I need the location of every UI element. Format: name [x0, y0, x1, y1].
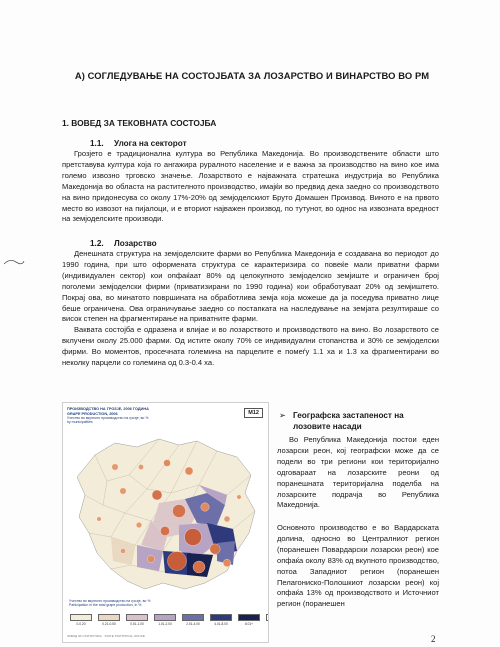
legend-label: 1.01-2.00 — [158, 622, 172, 626]
legend-label: 0.21-0.50 — [102, 622, 116, 626]
legend-swatch — [154, 614, 176, 621]
map-title-mk: ПРОИЗВОДСТВО НА ГРОЗЈЕ, 2006 ГОДИНА — [67, 407, 149, 411]
subsection-title: Лозарство — [114, 239, 157, 248]
map-subtitle-en: by municipalities — [67, 420, 93, 425]
legend-swatch — [70, 614, 92, 621]
section-heading: 1. ВОВЕД ЗА ТЕКОВНАТА СОСТОЈБА — [62, 118, 217, 128]
document-title: А) СОГЛЕДУВАЊЕ НА СОСТОЈБАТА ЗА ЛОЗАРСТВО И ВИНАРСТВО ВО РМ — [74, 70, 430, 81]
side-paragraph-text: Во Република Македонија постои еден лозарски рeон, кој географски може да се подели во три региони кои територијално одговараат на лозарските реони од поранешната територијална поделба на лозарските подрачја во Република Македонија. — [277, 435, 439, 510]
legend-item — [69, 614, 93, 626]
map-footer: ЗАВОД ЗА СТАТИСТИКА · STATE STATISTICAL OFFICE — [67, 634, 145, 638]
map-title-en: GRAPE PRODUCTION, 2006 — [67, 411, 118, 416]
map-legend-title — [69, 599, 150, 608]
side-paragraph-2 — [277, 523, 439, 610]
legend-swatch — [98, 614, 120, 621]
legend-swatch — [182, 614, 204, 621]
legend-swatch — [238, 614, 260, 621]
legend-swatch — [210, 614, 232, 621]
legend-item — [265, 614, 269, 626]
binding-mark — [2, 255, 26, 269]
legend-label: 2.01-4.00 — [186, 622, 200, 626]
paragraph-text: Грозјето е традиционална култура во Република Македонија. Во производствените области што претставува култура која го ангажира руралното население и е важна за производство на вино кое има големо извозно трговско значење. Лозарството е најважната стратешка индустрија во Република Македонија во областа на растителното производство, имајќи во предвид дека заедно со производството на вино придонесува со околу 17%-20% од земјоделскиот Бруто Домашен Производ. Виното е на првото место во извозот на пијалоци, и е вториот најважен производ, по тутунот, во однос на извозната вредност на земјоделските производи. — [62, 149, 439, 224]
subsection-number: 1.1. — [90, 139, 104, 148]
legend-label: 8.01+ — [244, 622, 254, 626]
subsection-heading-viticulture — [90, 239, 157, 248]
map-legend-title-en: Participation in the total grape production, in % — [69, 603, 142, 608]
map-legend — [69, 614, 269, 626]
grape-production-map — [62, 402, 269, 643]
map-subtitle-mk: Учество во вкупното производство на грозје, во % — [67, 416, 149, 420]
legend-label: 0.51-1.00 — [130, 622, 144, 626]
side-paragraph-text: Основното производство е во Вардарската долина, односно во Централниот регион (поранешен Повардарски лозарски реон) кое опфаќа околу 83% од вкупното производство, потоа Западниот регион (поранешен Пелагониско-Полошкиот лозарски реон) кој опфаќа 13% од производството и Источниот регион (поранешен — [277, 523, 439, 609]
paragraph-text-1: Денешната структура на земјоделските фарми во Република Македонија е создавана во периодот до 1990 година, при што оформената структура се карактеризира со повеќе мали приватни фарми (индивидуален сектор) кои опфаќаат 80% од целокупното земјоделско земјиште и ограничен број поголеми земјоделски фирми (приватизирани по 1990 година) кои обработуваат 20% од земјиштето. Покрај ова, во минатото површината на обработлива земја која можеше да ја поседува приватно лице беше ограничена. Ова ограничување заедно со постапката на наследување на земјата резултираше со висок степен на фрагментирање на приватните фарми. — [62, 249, 439, 324]
paragraph-text-2: Ваквата состојба е одразена и влијае и во лозарството и производството на вино. Во лозарството се вклучени околу 25.000 фарми. Од истите околу 70% се индивидуални стопанства и 30% се земјоделски фирми. Во моментов, просечната големина на парцелите е помеѓу 1.1 ха и 1.3 ха фрагментирани во неколку парцели со големина од 0.3-0.4 ха. — [62, 325, 439, 368]
legend-item — [209, 614, 233, 626]
legend-item — [125, 614, 149, 626]
side-heading — [279, 410, 439, 432]
legend-swatch — [266, 614, 269, 621]
arrow-bullet-icon: ➢ — [279, 411, 286, 420]
map-subtitle — [67, 416, 148, 424]
municipality-map — [67, 433, 264, 595]
subsection-title: Улога на секторот — [114, 139, 187, 148]
side-paragraph-1 — [277, 435, 439, 511]
paragraph-role — [62, 149, 439, 225]
map-legend-title-mk: Учество во вкупното производство на грозје, во % — [69, 599, 151, 603]
legend-item — [181, 614, 205, 626]
subsection-number: 1.2. — [90, 239, 104, 248]
map-code-badge: М12 — [244, 408, 263, 418]
legend-item — [237, 614, 261, 626]
legend-item — [97, 614, 121, 626]
legend-label: 4.01-8.00 — [214, 622, 228, 626]
map-title — [67, 407, 149, 416]
side-heading-text: Географска застапеност на лозовите насади — [293, 411, 404, 431]
legend-label: 0-0.20 — [76, 622, 86, 626]
legend-item — [153, 614, 177, 626]
subsection-heading-role — [90, 139, 187, 148]
page-number: 2 — [431, 634, 436, 644]
paragraph-viticulture — [62, 249, 439, 369]
legend-swatch — [126, 614, 148, 621]
